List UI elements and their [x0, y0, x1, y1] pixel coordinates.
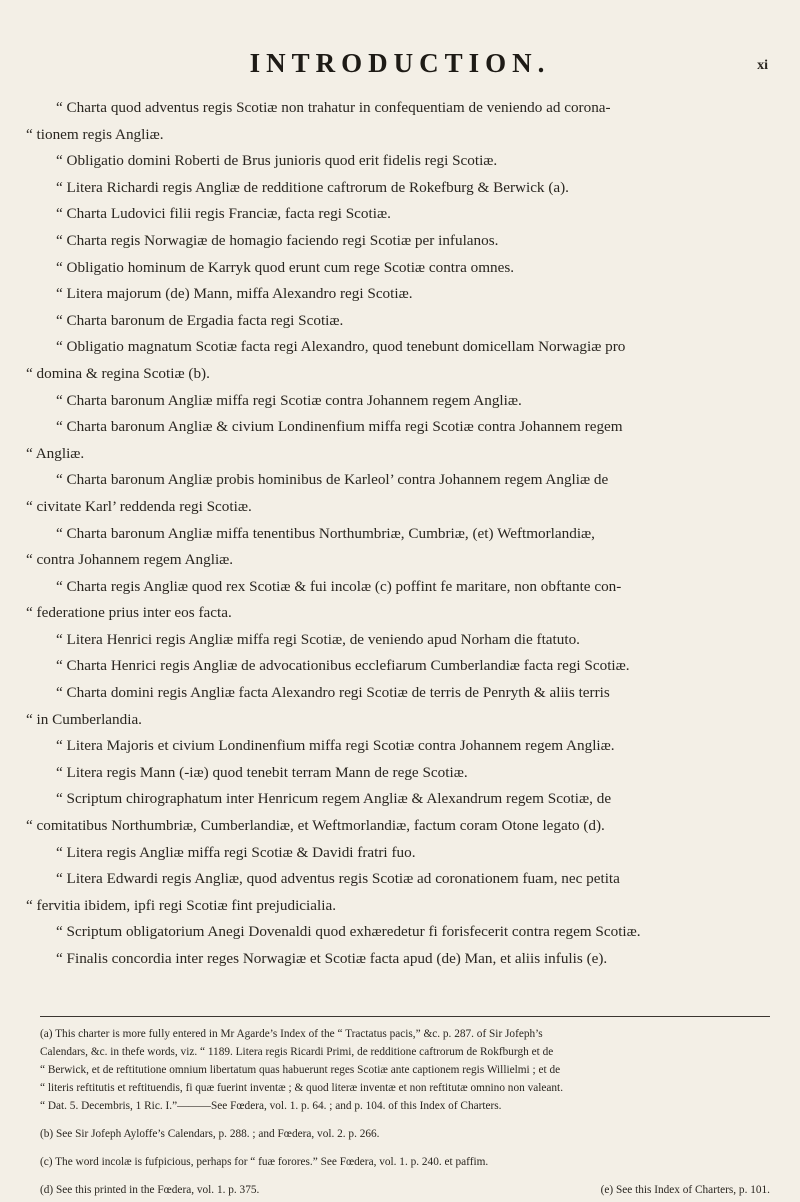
entry-continuation-line: “ Angliæ. [26, 444, 85, 462]
entry-line: “ Charta Henrici regis Angliæ de advocationibus ecclefiarum Cumberlandiæ facta regi Scotiæ. [56, 657, 630, 675]
entry-line: “ Scriptum chirographatum inter Henricum regem Angliæ & Alexandrum regem Scotiæ, de [56, 790, 612, 808]
entry-line: “ Litera regis Mann (-iæ) quod tenebit terram Mann de rege Scotiæ. [56, 763, 468, 781]
footnote-b: (b) See Sir Jofeph Ayloffe’s Calendars, p. 288. ; and Fœdera, vol. 2. p. 266. [40, 1128, 380, 1140]
running-header-title: INTRODUCTION. [249, 48, 551, 78]
entry-continuation-line: “ civitate Karl’ reddenda regi Scotiæ. [26, 497, 252, 515]
entry-line: “ Finalis concordia inter reges Norwagiæ et Scotiæ facta apud (de) Man, et aliis infulis (e). [56, 950, 608, 967]
entry-line: “ Charta quod adventus regis Scotiæ non trahatur in confequentiam de veniendo ad corona- [56, 99, 611, 116]
footnote-a-line: Calendars, &c. in thefe words, viz. “ 1189. Litera regis Ricardi Primi, de redditione caftrorum de Rokfburgh et de [40, 1046, 554, 1058]
charter-entry [26, 521, 774, 574]
footnote-a [40, 1025, 770, 1115]
charter-entry [26, 334, 774, 387]
charter-entry [26, 946, 774, 973]
charter-entry [26, 627, 774, 654]
entry-line: “ Charta baronum Angliæ probis hominibus de Karleol’ contra Johannem regem Angliæ de [56, 471, 609, 489]
entry-continuation-line: “ fervitia ibidem, ipfi regi Scotiæ fint prejudicialia. [26, 896, 336, 914]
charter-entry [26, 175, 774, 202]
charter-entry [26, 95, 774, 148]
charter-entry [26, 653, 774, 680]
charter-entry [26, 467, 774, 520]
charter-entry [26, 148, 774, 175]
footnote-a-line: “ literis reftitutis et reftituendis, fi quæ fuerint inventæ ; & quod literæ inventæ et non reftitutæ omnino non valeant. [40, 1082, 564, 1094]
page-number: xi [757, 58, 768, 73]
charter-entry [26, 201, 774, 228]
charter-entry [26, 786, 774, 839]
entry-line: “ Litera Henrici regis Angliæ miffa regi Scotiæ, de veniendo apud Norham die ftatuto. [56, 630, 580, 648]
entry-continuation-line: “ federatione prius inter eos facta. [26, 604, 232, 622]
entry-line: “ Charta regis Norwagiæ de homagio faciendo regi Scotiæ per infulanos. [56, 231, 499, 249]
entry-line: “ Obligatio domini Roberti de Brus junioris quod erit fidelis regi Scotiæ. [56, 152, 498, 170]
footnote-divider [40, 1016, 770, 1017]
footnote-e: (e) See this Index of Charters, p. 101. [600, 1184, 770, 1196]
charter-entry [26, 388, 774, 415]
footnote-c: (c) The word incolæ is fufpicious, perhaps for “ fuæ forores.” See Fœdera, vol. 1. p. 240. et paffim. [40, 1156, 489, 1168]
charter-entry [26, 255, 774, 282]
entry-line: “ Litera Edwardi regis Angliæ, quod adventus regis Scotiæ ad coronationem fuam, nec petita [56, 870, 620, 888]
charter-entry [26, 414, 774, 467]
entry-line: “ Obligatio hominum de Karryk quod erunt cum rege Scotiæ contra omnes. [56, 258, 515, 276]
charter-entry [26, 308, 774, 335]
entry-line: “ Charta baronum Angliæ miffa regi Scotiæ contra Johannem regem Angliæ. [56, 391, 522, 409]
entry-line: “ Litera majorum (de) Mann, miffa Alexandro regi Scotiæ. [56, 285, 413, 303]
entry-line: “ Charta Ludovici filii regis Franciæ, facta regi Scotiæ. [56, 205, 391, 223]
entry-line: “ Obligatio magnatum Scotiæ facta regi Alexandro, quod tenebunt domicellam Norwagiæ pro [56, 338, 626, 356]
charter-entry [26, 866, 774, 919]
entry-line: “ Charta baronum de Ergadia facta regi Scotiæ. [56, 311, 344, 329]
charter-entry [26, 228, 774, 255]
entry-line: “ Litera Majoris et civium Londinenfium miffa regi Scotiæ contra Johannem regem Angliæ. [56, 737, 615, 755]
entry-line: “ Charta domini regis Angliæ facta Alexandro regi Scotiæ de terris de Penryth & aliis terris [56, 684, 610, 702]
entry-continuation-line: “ in Cumberlandia. [26, 710, 142, 728]
entry-line: “ Charta baronum Angliæ & civium Londinenfium miffa regi Scotiæ contra Johannem regem [56, 418, 623, 436]
charter-list [26, 95, 774, 973]
footnote-a-line: “ Berwick, et de reftitutione omnium libertatum quas habuerunt reges Scotiæ ante captionem regis Willielmi ; et de [40, 1064, 561, 1076]
charter-entry [26, 919, 774, 946]
entry-continuation-line: “ domina & regina Scotiæ (b). [26, 364, 210, 382]
entry-line: “ Charta baronum Angliæ miffa tenentibus Northumbriæ, Cumbriæ, (et) Weftmorlandiæ, [56, 524, 595, 542]
charter-entry [26, 840, 774, 867]
entry-line: “ Scriptum obligatorium Anegi Dovenaldi quod exhæredetur fi forisfecerit contra regem Scotiæ. [56, 923, 641, 941]
entry-line: “ Litera Richardi regis Angliæ de redditione caftrorum de Rokefburg & Berwick (a). [56, 178, 569, 196]
entry-continuation-line: “ comitatibus Northumbriæ, Cumberlandiæ, et Weftmorlandiæ, factum coram Otone legato (d). [26, 817, 605, 835]
footnote-pair [40, 1181, 770, 1199]
charter-entry [26, 733, 774, 760]
charter-entry [26, 281, 774, 308]
charter-entry [26, 574, 774, 627]
entry-line: “ Charta regis Angliæ quod rex Scotiæ & fui incolæ (c) poffint fe maritare, non obftante con- [56, 577, 622, 595]
entry-line: “ Litera regis Angliæ miffa regi Scotiæ & Davidi fratri fuo. [56, 843, 416, 861]
footnote-a-line: (a) This charter is more fully entered in Mr Agarde’s Index of the “ Tractatus pacis,” &c. p. 287. of Sir Jofeph’s [40, 1028, 543, 1040]
footnotes [40, 1025, 770, 1199]
entry-continuation-line: “ tionem regis Angliæ. [26, 125, 164, 143]
entry-continuation-line: “ contra Johannem regem Angliæ. [26, 551, 234, 569]
charter-entry [26, 760, 774, 787]
footnote-d: (d) See this printed in the Fœdera, vol. 1. p. 375. [40, 1184, 260, 1196]
footnote-a-line: “ Dat. 5. Decembris, 1 Ric. I.”———See Fœdera, vol. 1. p. 64. ; and p. 104. of this Index of Charters. [40, 1100, 502, 1112]
charter-entry [26, 680, 774, 733]
